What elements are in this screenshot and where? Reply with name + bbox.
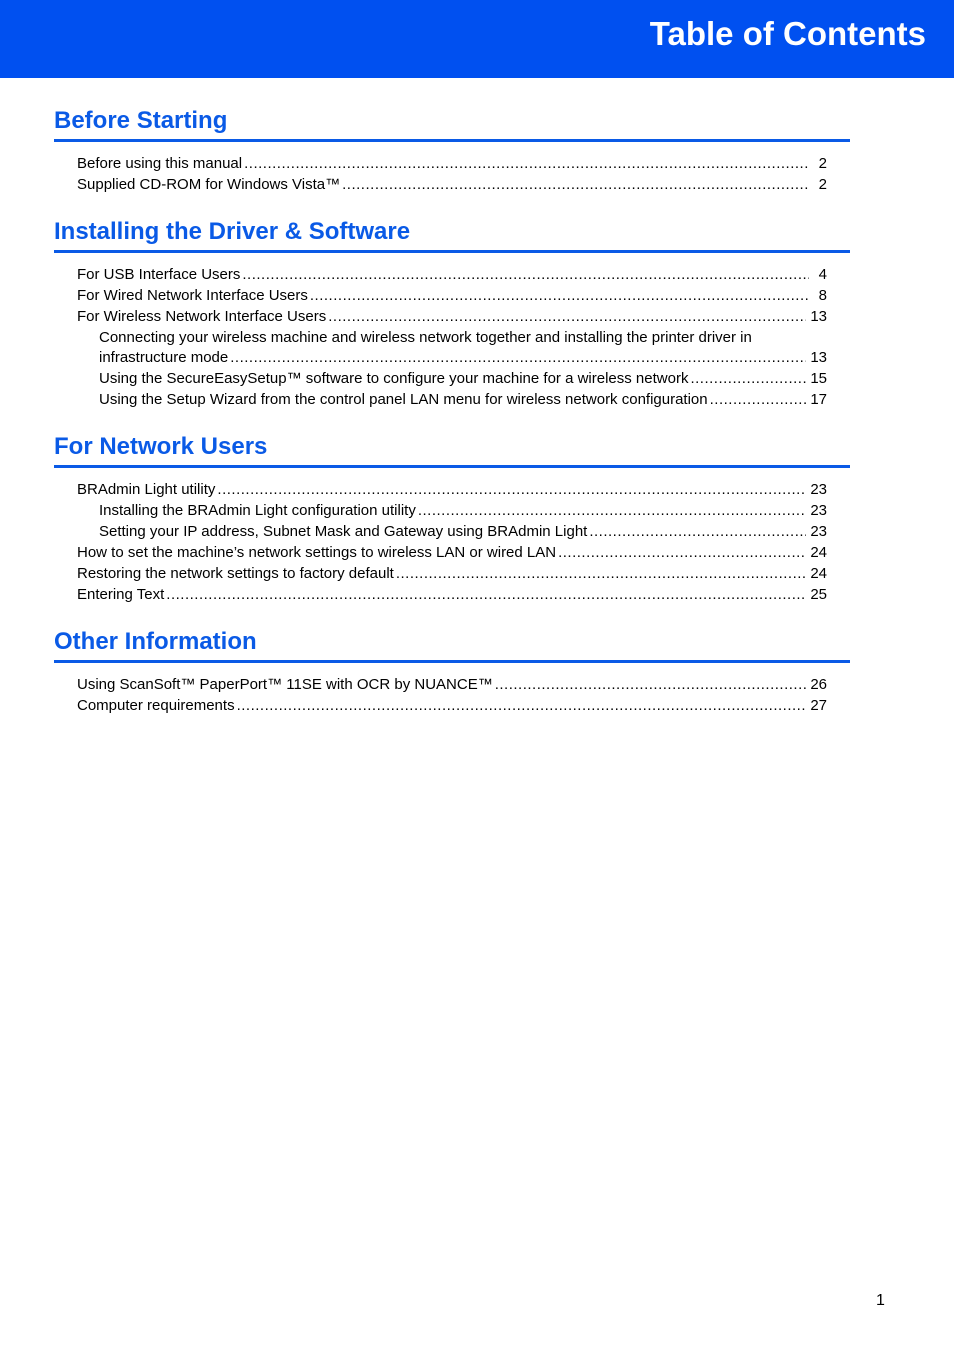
toc-entry-title: Entering Text bbox=[77, 586, 165, 603]
toc-entry-title: For Wired Network Interface Users bbox=[77, 287, 308, 304]
toc-entry-title: Using the SecureEasySetup™ software to configure your machine for a wireless network bbox=[99, 370, 689, 387]
dot-leader bbox=[690, 369, 806, 389]
page-title: Table of Contents bbox=[649, 15, 926, 52]
toc-entry-page: 23 bbox=[810, 523, 827, 540]
toc-entry[interactable] bbox=[54, 696, 850, 716]
toc-entry-page: 25 bbox=[810, 586, 827, 603]
toc-entry[interactable] bbox=[54, 307, 850, 327]
toc-entry-title: How to set the machine’s network settings to wireless LAN or wired LAN bbox=[77, 544, 557, 561]
dot-leader bbox=[328, 307, 806, 327]
toc-entry[interactable] bbox=[54, 675, 850, 695]
toc-section-other-information bbox=[54, 625, 850, 716]
section-heading: For Network Users bbox=[54, 430, 850, 468]
toc-entry-title: For USB Interface Users bbox=[77, 266, 241, 283]
dot-leader bbox=[558, 543, 806, 563]
section-heading: Before Starting bbox=[54, 104, 850, 142]
dot-leader bbox=[237, 696, 807, 716]
dot-leader bbox=[710, 390, 807, 410]
toc-entry-title: BRAdmin Light utility bbox=[77, 481, 216, 498]
toc-section-installing-driver bbox=[54, 215, 850, 410]
toc-entry-list bbox=[54, 253, 850, 410]
toc-entry-page: 23 bbox=[810, 502, 827, 519]
toc-entry[interactable] bbox=[54, 369, 850, 389]
dot-leader bbox=[418, 501, 806, 521]
toc-entry[interactable] bbox=[54, 286, 850, 306]
dot-leader bbox=[166, 585, 806, 605]
toc-entry-title-line-1: Connecting your wireless machine and wireless network together and installing the printer driver in bbox=[99, 329, 752, 346]
toc-entry-page: 24 bbox=[810, 544, 827, 561]
toc-content bbox=[54, 104, 850, 736]
toc-entry[interactable] bbox=[54, 480, 850, 500]
toc-entry-title: Computer requirements bbox=[77, 697, 235, 714]
title-banner bbox=[0, 0, 954, 78]
toc-section-network-users bbox=[54, 430, 850, 605]
toc-entry[interactable] bbox=[54, 501, 850, 521]
page-number: 1 bbox=[876, 1292, 885, 1309]
dot-leader bbox=[589, 522, 806, 542]
toc-entry[interactable] bbox=[54, 265, 850, 285]
dot-leader bbox=[396, 564, 806, 584]
toc-entry[interactable] bbox=[54, 564, 850, 584]
toc-entry-list bbox=[54, 663, 850, 716]
toc-entry-page: 13 bbox=[810, 349, 827, 366]
dot-leader bbox=[217, 480, 806, 500]
toc-section-before-starting bbox=[54, 104, 850, 195]
toc-entry-title: infrastructure mode bbox=[99, 349, 229, 366]
toc-entry-title: Setting your IP address, Subnet Mask and Gateway using BRAdmin Light bbox=[99, 523, 588, 540]
toc-entry-title: Supplied CD-ROM for Windows Vista™ bbox=[77, 176, 341, 193]
toc-entry[interactable] bbox=[54, 154, 850, 174]
toc-entry-title: Before using this manual bbox=[77, 155, 243, 172]
section-heading: Other Information bbox=[54, 625, 850, 663]
toc-entry[interactable] bbox=[54, 585, 850, 605]
toc-entry-page: 2 bbox=[818, 155, 827, 172]
toc-entry-title: For Wireless Network Interface Users bbox=[77, 308, 327, 325]
dot-leader bbox=[242, 265, 809, 285]
dot-leader bbox=[244, 154, 809, 174]
toc-entry-page: 23 bbox=[810, 481, 827, 498]
toc-entry-list bbox=[54, 142, 850, 195]
toc-entry[interactable] bbox=[54, 543, 850, 563]
toc-entry[interactable] bbox=[54, 328, 850, 368]
toc-entry-list bbox=[54, 468, 850, 605]
toc-entry-page: 4 bbox=[818, 266, 827, 283]
toc-entry[interactable] bbox=[54, 390, 850, 410]
section-heading: Installing the Driver & Software bbox=[54, 215, 850, 253]
toc-entry-title: Restoring the network settings to factory default bbox=[77, 565, 394, 582]
dot-leader bbox=[495, 675, 807, 695]
dot-leader bbox=[342, 175, 809, 195]
toc-entry-title: Using ScanSoft™ PaperPort™ 11SE with OCR by NUANCE™ bbox=[77, 676, 493, 693]
toc-entry-page: 8 bbox=[818, 287, 827, 304]
toc-entry[interactable] bbox=[54, 175, 850, 195]
toc-entry-title: Installing the BRAdmin Light configuration utility bbox=[99, 502, 416, 519]
dot-leader bbox=[310, 286, 809, 306]
toc-entry-page: 13 bbox=[810, 308, 827, 325]
toc-entry-title: Using the Setup Wizard from the control panel LAN menu for wireless network configuration bbox=[99, 391, 708, 408]
toc-entry-page: 15 bbox=[810, 370, 827, 387]
toc-entry-page: 17 bbox=[810, 391, 827, 408]
dot-leader bbox=[230, 348, 806, 368]
toc-entry-page: 24 bbox=[810, 565, 827, 582]
toc-entry-page: 26 bbox=[810, 676, 827, 693]
toc-entry-page: 27 bbox=[810, 697, 827, 714]
toc-entry[interactable] bbox=[54, 522, 850, 542]
toc-entry-page: 2 bbox=[818, 176, 827, 193]
